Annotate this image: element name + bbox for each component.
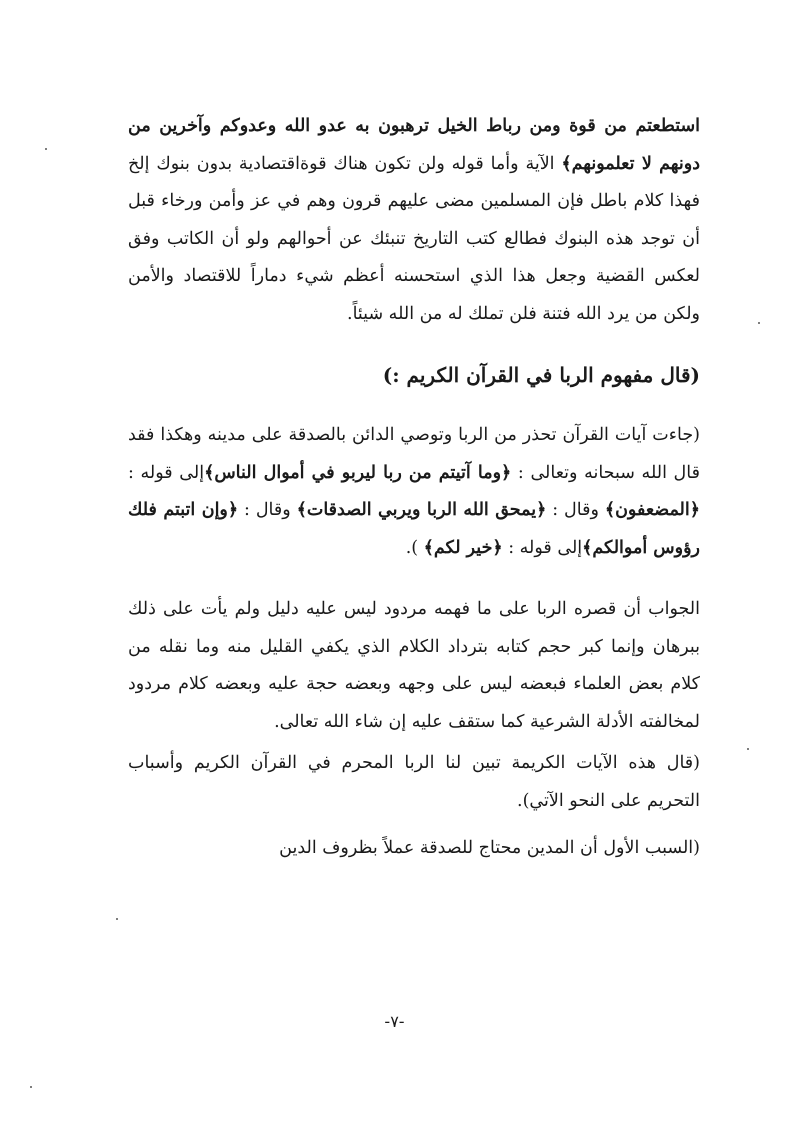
scan-speck — [116, 918, 118, 920]
paragraph-continuation — [128, 108, 700, 333]
paragraph-text: (جاءت آيات القرآن تحذر من الربا وتوصي الدائن بالصدقة على مدينه وهكذا فقد قال الله سبحانه وتعالى : — [128, 425, 700, 483]
paragraph-text: وقال : — [546, 500, 605, 520]
quoted-claim-paragraph: (قال هذه الآيات الكريمة تبين لنا الربا المحرم في القرآن الكريم وأسباب التحريم على النحو الآتي). — [128, 753, 700, 811]
quran-quote: ﴿وما آتيتم من ربا ليربو في أموال الناس﴾ — [204, 462, 512, 483]
quoted-claim-paragraph — [128, 417, 700, 567]
quoted-claim-paragraph: (السبب الأول أن المدين محتاج للصدقة عملاً بظروف الدين — [279, 838, 700, 858]
quran-quote: ﴿خير لكم﴾ — [423, 537, 503, 558]
scan-speck — [758, 322, 760, 324]
scan-speck — [747, 748, 749, 750]
quran-quote: ﴿يمحق الله الربا ويربي الصدقات﴾ — [296, 500, 547, 520]
page-number: -٧- — [384, 1012, 405, 1031]
paragraph-text: ). — [405, 537, 424, 558]
scan-speck — [45, 148, 47, 150]
paragraph-text: إلى قوله : — [128, 462, 205, 483]
scan-speck — [30, 1086, 32, 1088]
paragraph-text: الآية وأما قوله ولن تكون هناك قوةاقتصادية بدون بنوك إلخ فهذا كلام باطل فإن المسلمين مضى عليهم قرون وهم في عز وأمن ورخاء قبل أن توجد هذه البنوك فطالع كتب التاريخ تنبئك عن أحوالهم ولو أن الكاتب وفق لعكس القضية وجعل هذا الذي استحسنه أعظم شيء دماراً للاقتصاد والأمن ولكن من يرد الله فتنة فلن تملك له من الله شيئاً. — [128, 153, 700, 324]
answer-paragraph: الجواب أن قصره الربا على ما فهمه مردود ليس عليه دليل ولم يأت على ذلك ببرهان وإنما كبر حجم كتابه بترداد الكلام الذي يكفي القليل منه وما نقله من كلام بعض العلماء فبعضه ليس على وجهه وبعضه حجة عليه وبعضه كلام مردود لمخالفته الأدلة الشرعية كما ستقف عليه إن شاء الله تعالى. — [128, 599, 700, 732]
quran-quote: استطعتم من قوة ومن رباط الخيل ترهبون به عدو الله وعدوكم وآخرين من دونهم لا تعلمونهم﴾ — [128, 116, 700, 174]
page-body — [128, 108, 700, 868]
paragraph-text: وقال : — [238, 500, 297, 520]
section-heading: (قال مفهوم الربا في القرآن الكريم :) — [382, 363, 700, 387]
quran-quote: ﴿وإن اتبتم فلك رؤوس أموالكم﴾ — [128, 500, 700, 558]
quran-quote: ﴿المضعفون﴾ — [604, 500, 701, 520]
paragraph-text: إلى قوله : — [502, 537, 583, 558]
